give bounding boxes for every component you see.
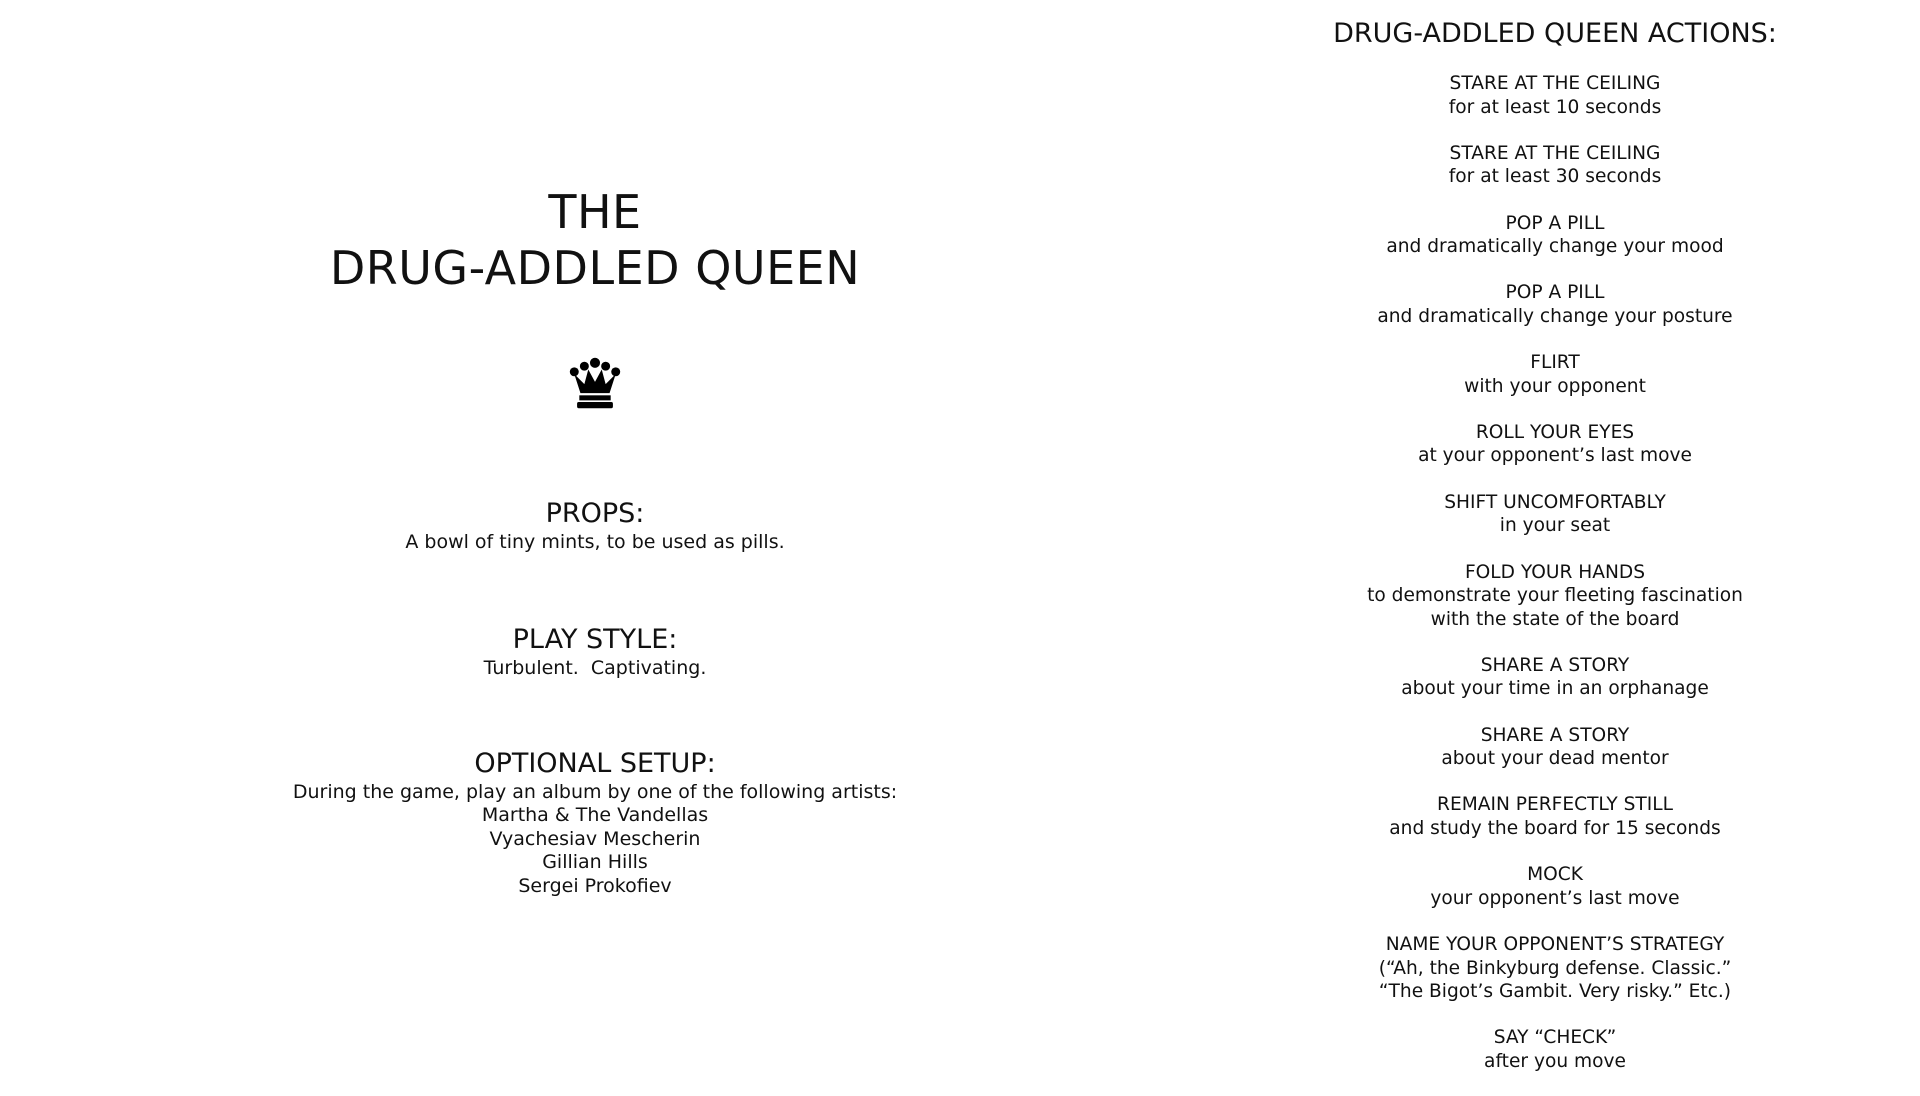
action-item: [1190, 863, 1920, 910]
action-item: [1190, 72, 1920, 119]
action-name: ROLL YOUR EYES: [1475, 421, 1635, 443]
play-style-section: [0, 624, 1190, 680]
action-detail: for at least 30 seconds: [1448, 166, 1662, 188]
optional-setup-text: During the game, play an album by one of the following artists:: [292, 781, 898, 803]
action-name: MOCK: [1527, 864, 1583, 886]
action-detail: with the state of the board: [1430, 608, 1680, 630]
action-name: POP A PILL: [1505, 282, 1605, 304]
title-line-2: DRUG-ADDLED QUEEN: [329, 241, 861, 295]
action-name: REMAIN PERFECTLY STILL: [1437, 794, 1673, 816]
action-name: SHARE A STORY: [1480, 724, 1630, 746]
artist-item: Martha & The Vandellas: [481, 804, 709, 826]
optional-setup-heading: OPTIONAL SETUP:: [474, 748, 716, 779]
action-detail: and dramatically change your mood: [1386, 236, 1724, 258]
actions-list: [1190, 72, 1920, 1096]
action-name: FLIRT: [1530, 352, 1580, 374]
artist-item: Vyachesiav Mescherin: [489, 827, 701, 850]
title-line-1: THE: [548, 185, 642, 239]
action-detail: at your opponent’s last move: [1418, 445, 1692, 467]
action-name: STARE AT THE CEILING: [1449, 142, 1661, 164]
action-item: [1190, 351, 1920, 398]
action-name: SAY “CHECK”: [1493, 1027, 1617, 1049]
right-page: [1190, 0, 1920, 1080]
play-style-text: Turbulent. Captivating.: [483, 657, 707, 679]
props-section: [0, 498, 1190, 554]
action-name: POP A PILL: [1505, 212, 1605, 234]
action-item: [1190, 491, 1920, 538]
artist-item: Sergei Prokofiev: [518, 874, 672, 897]
action-name: STARE AT THE CEILING: [1449, 73, 1661, 94]
action-name: FOLD YOUR HANDS: [1464, 561, 1646, 583]
action-detail: with your opponent: [1464, 375, 1646, 397]
action-item: [1190, 142, 1920, 189]
action-item: [1190, 561, 1920, 632]
action-detail: about your dead mentor: [1441, 748, 1669, 770]
optional-setup-section: [0, 748, 1190, 898]
action-name: SHARE A STORY: [1480, 654, 1630, 676]
action-detail: in your seat: [1499, 515, 1611, 537]
action-item: [1190, 281, 1920, 328]
action-item: [1190, 724, 1920, 771]
action-item: [1190, 933, 1920, 1004]
queen-crown-icon: [0, 355, 1190, 425]
artist-item: Gillian Hills: [542, 851, 648, 873]
action-item: [1190, 793, 1920, 840]
page-title: [0, 184, 1190, 296]
action-detail: after you move: [1484, 1050, 1626, 1072]
action-name: SHIFT UNCOMFORTABLY: [1444, 491, 1666, 513]
action-detail: and study the board for 15 seconds: [1389, 817, 1721, 839]
action-detail: for at least 10 seconds: [1448, 96, 1662, 118]
action-name: NAME YOUR OPPONENT’S STRATEGY: [1385, 934, 1725, 956]
action-item: [1190, 654, 1920, 701]
action-item: [1190, 1026, 1920, 1073]
action-item: [1190, 421, 1920, 468]
play-style-heading: PLAY STYLE:: [512, 624, 678, 655]
action-detail: (“Ah, the Binkyburg defense. Classic.”: [1378, 957, 1732, 979]
action-detail: “The Bigot’s Gambit. Very risky.” Etc.): [1378, 981, 1732, 1003]
props-text: A bowl of tiny mints, to be used as pills.: [405, 531, 785, 553]
props-heading: PROPS:: [545, 498, 645, 529]
action-detail: your opponent’s last move: [1430, 887, 1680, 909]
action-detail: and dramatically change your posture: [1377, 305, 1733, 327]
action-detail: to demonstrate your fleeting fascination: [1367, 585, 1743, 607]
action-detail: about your time in an orphanage: [1401, 678, 1709, 700]
action-item: [1190, 212, 1920, 259]
actions-heading: DRUG-ADDLED QUEEN ACTIONS:: [1333, 18, 1777, 49]
artist-list: [0, 804, 1190, 898]
